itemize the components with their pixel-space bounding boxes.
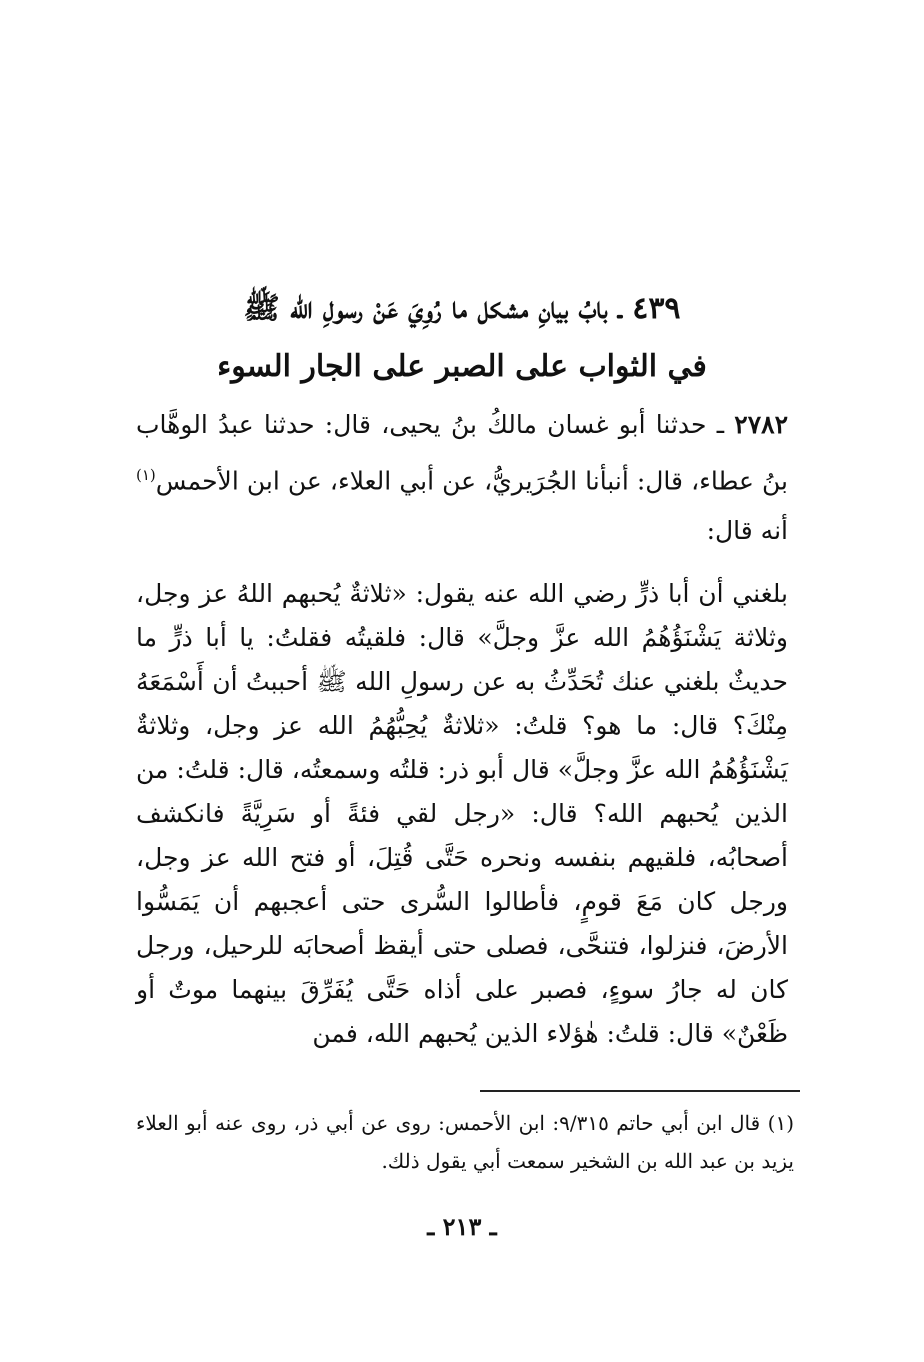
footnote-text: (١) قال ابن أبي حاتم ٩/٣١٥: ابن الأحمس: روى عن أبي ذر، روى عنه أبو العلاء يزيد بن عبد الله بن الشخير سمعت أبي يقول ذلك. (136, 1111, 794, 1173)
hadith-isnad (136, 400, 788, 556)
page-number: ـ ٢١٣ ـ (427, 1212, 497, 1241)
isnad-text: ـ حدثنا أبو غسان مالكُ بنُ يحيى، قال: حدثنا عبدُ الوهَّاب بنُ عطاء، قال: أنبأنا الجُرَيريُّ، عن أبي العلاء، عن ابن الأحمس (136, 410, 788, 496)
chapter-heading (130, 280, 794, 396)
chapter-title-line-1: ٤٣٩ ـ بابُ بيانِ مشكل ما رُوِيَ عَنْ رسولِ الله ﷺ (243, 291, 681, 326)
footnote-divider (480, 1090, 800, 1092)
chapter-title-line-2: في الثواب على الصبر على الجار السوء (217, 349, 707, 384)
hadith-matn: بلغني أن أبا ذرٍّ رضي الله عنه يقول: «ثلاثةٌ يُحبهم اللهُ عز وجل، وثلاثة يَشْنَؤُهُمُ الله عزَّ وجلَّ» قال: فلقيتُه فقلتُ: يا أبا ذرٍّ ما حديثٌ بلغني عنك تُحَدِّثُ به عن رسولِ الله ﷺ أحببتُ أن أَسْمَعَهُ مِنْكَ؟ قال: ما هو؟ قلتُ: «ثلاثةٌ يُحِبُّهُمُ الله عز وجل، وثلاثةٌ يَشْنَؤُهُمُ الله عزَّ وجلَّ» قال أبو ذر: قلتُه وسمعتُه، قال: قلتُ: من الذين يُحبهم الله؟ قال: «رجل لقي فئةً أو سَرِيَّةً فانكشف أصحابُه، فلقيهم بنفسه ونحره حَتَّى قُتِلَ، أو فتح الله عز وجل، ورجل كان مَعَ قومٍ، فأطالوا السُّرى حتى أعجبهم أن يَمَسُّوا الأرضَ، فنزلوا، فتنحَّى، فصلى حتى أيقظ أصحابَه للرحيل، ورجل كان له جارُ سوءٍ، فصبر على أذاه حَتَّى يُفَرِّقَ بينهما موتٌ أو ظَعْنٌ» قال: قلتُ: هٰؤلاء الذين يُحبهم الله، فمن (136, 579, 788, 1048)
footnote-marker: (١) (136, 466, 156, 484)
hadith-number: ٢٧٨٢ (734, 410, 789, 439)
isnad-ending: أنه قال: (706, 516, 788, 546)
